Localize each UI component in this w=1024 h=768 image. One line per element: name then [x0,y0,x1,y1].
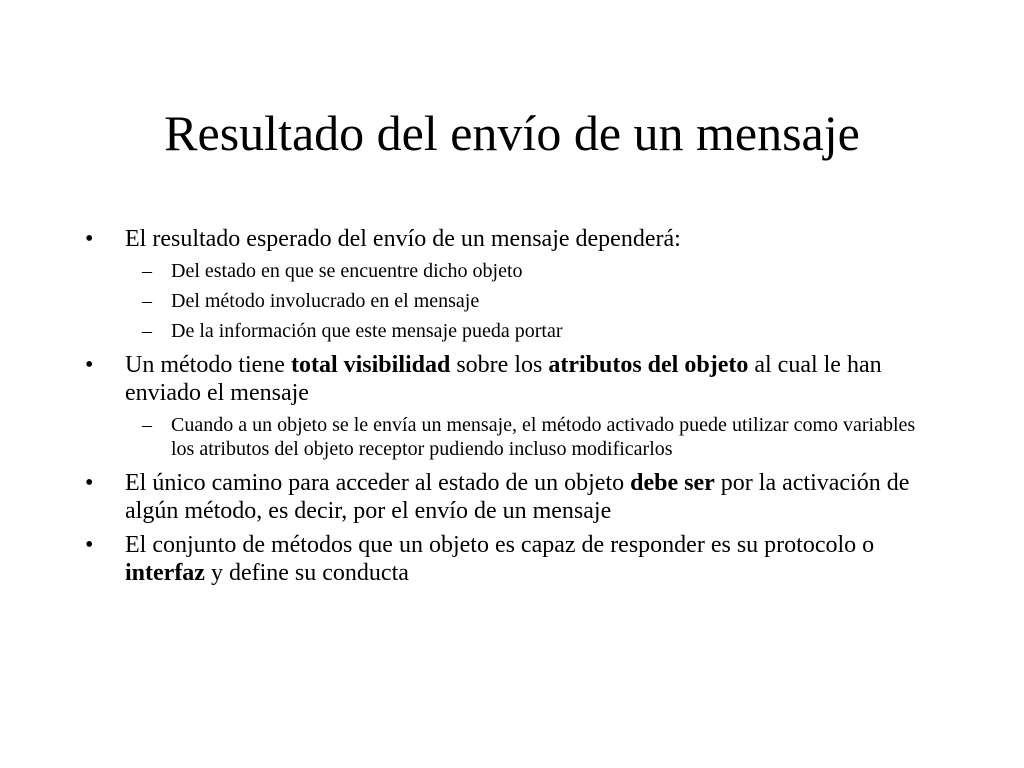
bullet-text-part: Un método tiene [125,352,291,378]
bullet-text-part: por la activación de algún método, es decir, por el envío de un mensaje [125,470,910,524]
sub-bullet-marker: – [142,414,152,436]
sub-bullet-text: Cuando a un objeto se le envía un mensaje, el método activado puede utilizar como variables los atributos del objeto receptor pudiendo incluso modificarlos [171,414,916,460]
bullet-text: El resultado esperado del envío de un mensaje dependerá: [125,226,681,252]
bullet-text [125,532,874,586]
sub-bullet-text: Del método involucrado en el mensaje [171,290,480,312]
sub-bullet-item [85,413,935,461]
sub-bullet-item [85,289,935,313]
sub-bullet-text: De la información que este mensaje pueda portar [171,320,563,342]
bullet-text-bold: atributos del objeto [548,352,749,378]
bullet-text-part: El único camino para acceder al estado de un objeto [125,470,631,496]
bullet-item [85,351,935,407]
bullet-text [125,470,909,524]
bullet-text-bold: interfaz [125,560,205,586]
bullet-text-part: El conjunto de métodos que un objeto es capaz de responder es su protocolo o [125,532,875,558]
bullet-text-part: sobre los [450,352,549,378]
sub-bullet-text: Del estado en que se encuentre dicho objeto [171,260,523,282]
bullet-text-bold: total visibilidad [290,352,451,378]
bullet-text-bold: debe ser [630,470,715,496]
slide-title: Resultado del envío de un mensaje [164,105,860,161]
bullet-marker: • [85,532,94,558]
bullet-text-part: y define su conducta [204,560,409,586]
bullet-marker: • [85,226,94,252]
sub-bullet-marker: – [142,320,152,342]
bullet-item [85,225,935,253]
bullet-marker: • [85,470,94,496]
bullet-text [125,352,882,406]
bullet-text-part: al cual le han enviado el mensaje [125,352,882,406]
bullet-marker: • [85,352,94,378]
bullet-item [85,531,935,587]
bullet-item [85,469,935,525]
slide-body [85,225,935,593]
sub-bullet-item [85,259,935,283]
sub-bullet-item [85,319,935,343]
sub-bullet-marker: – [142,290,152,312]
sub-bullet-marker: – [142,260,152,282]
